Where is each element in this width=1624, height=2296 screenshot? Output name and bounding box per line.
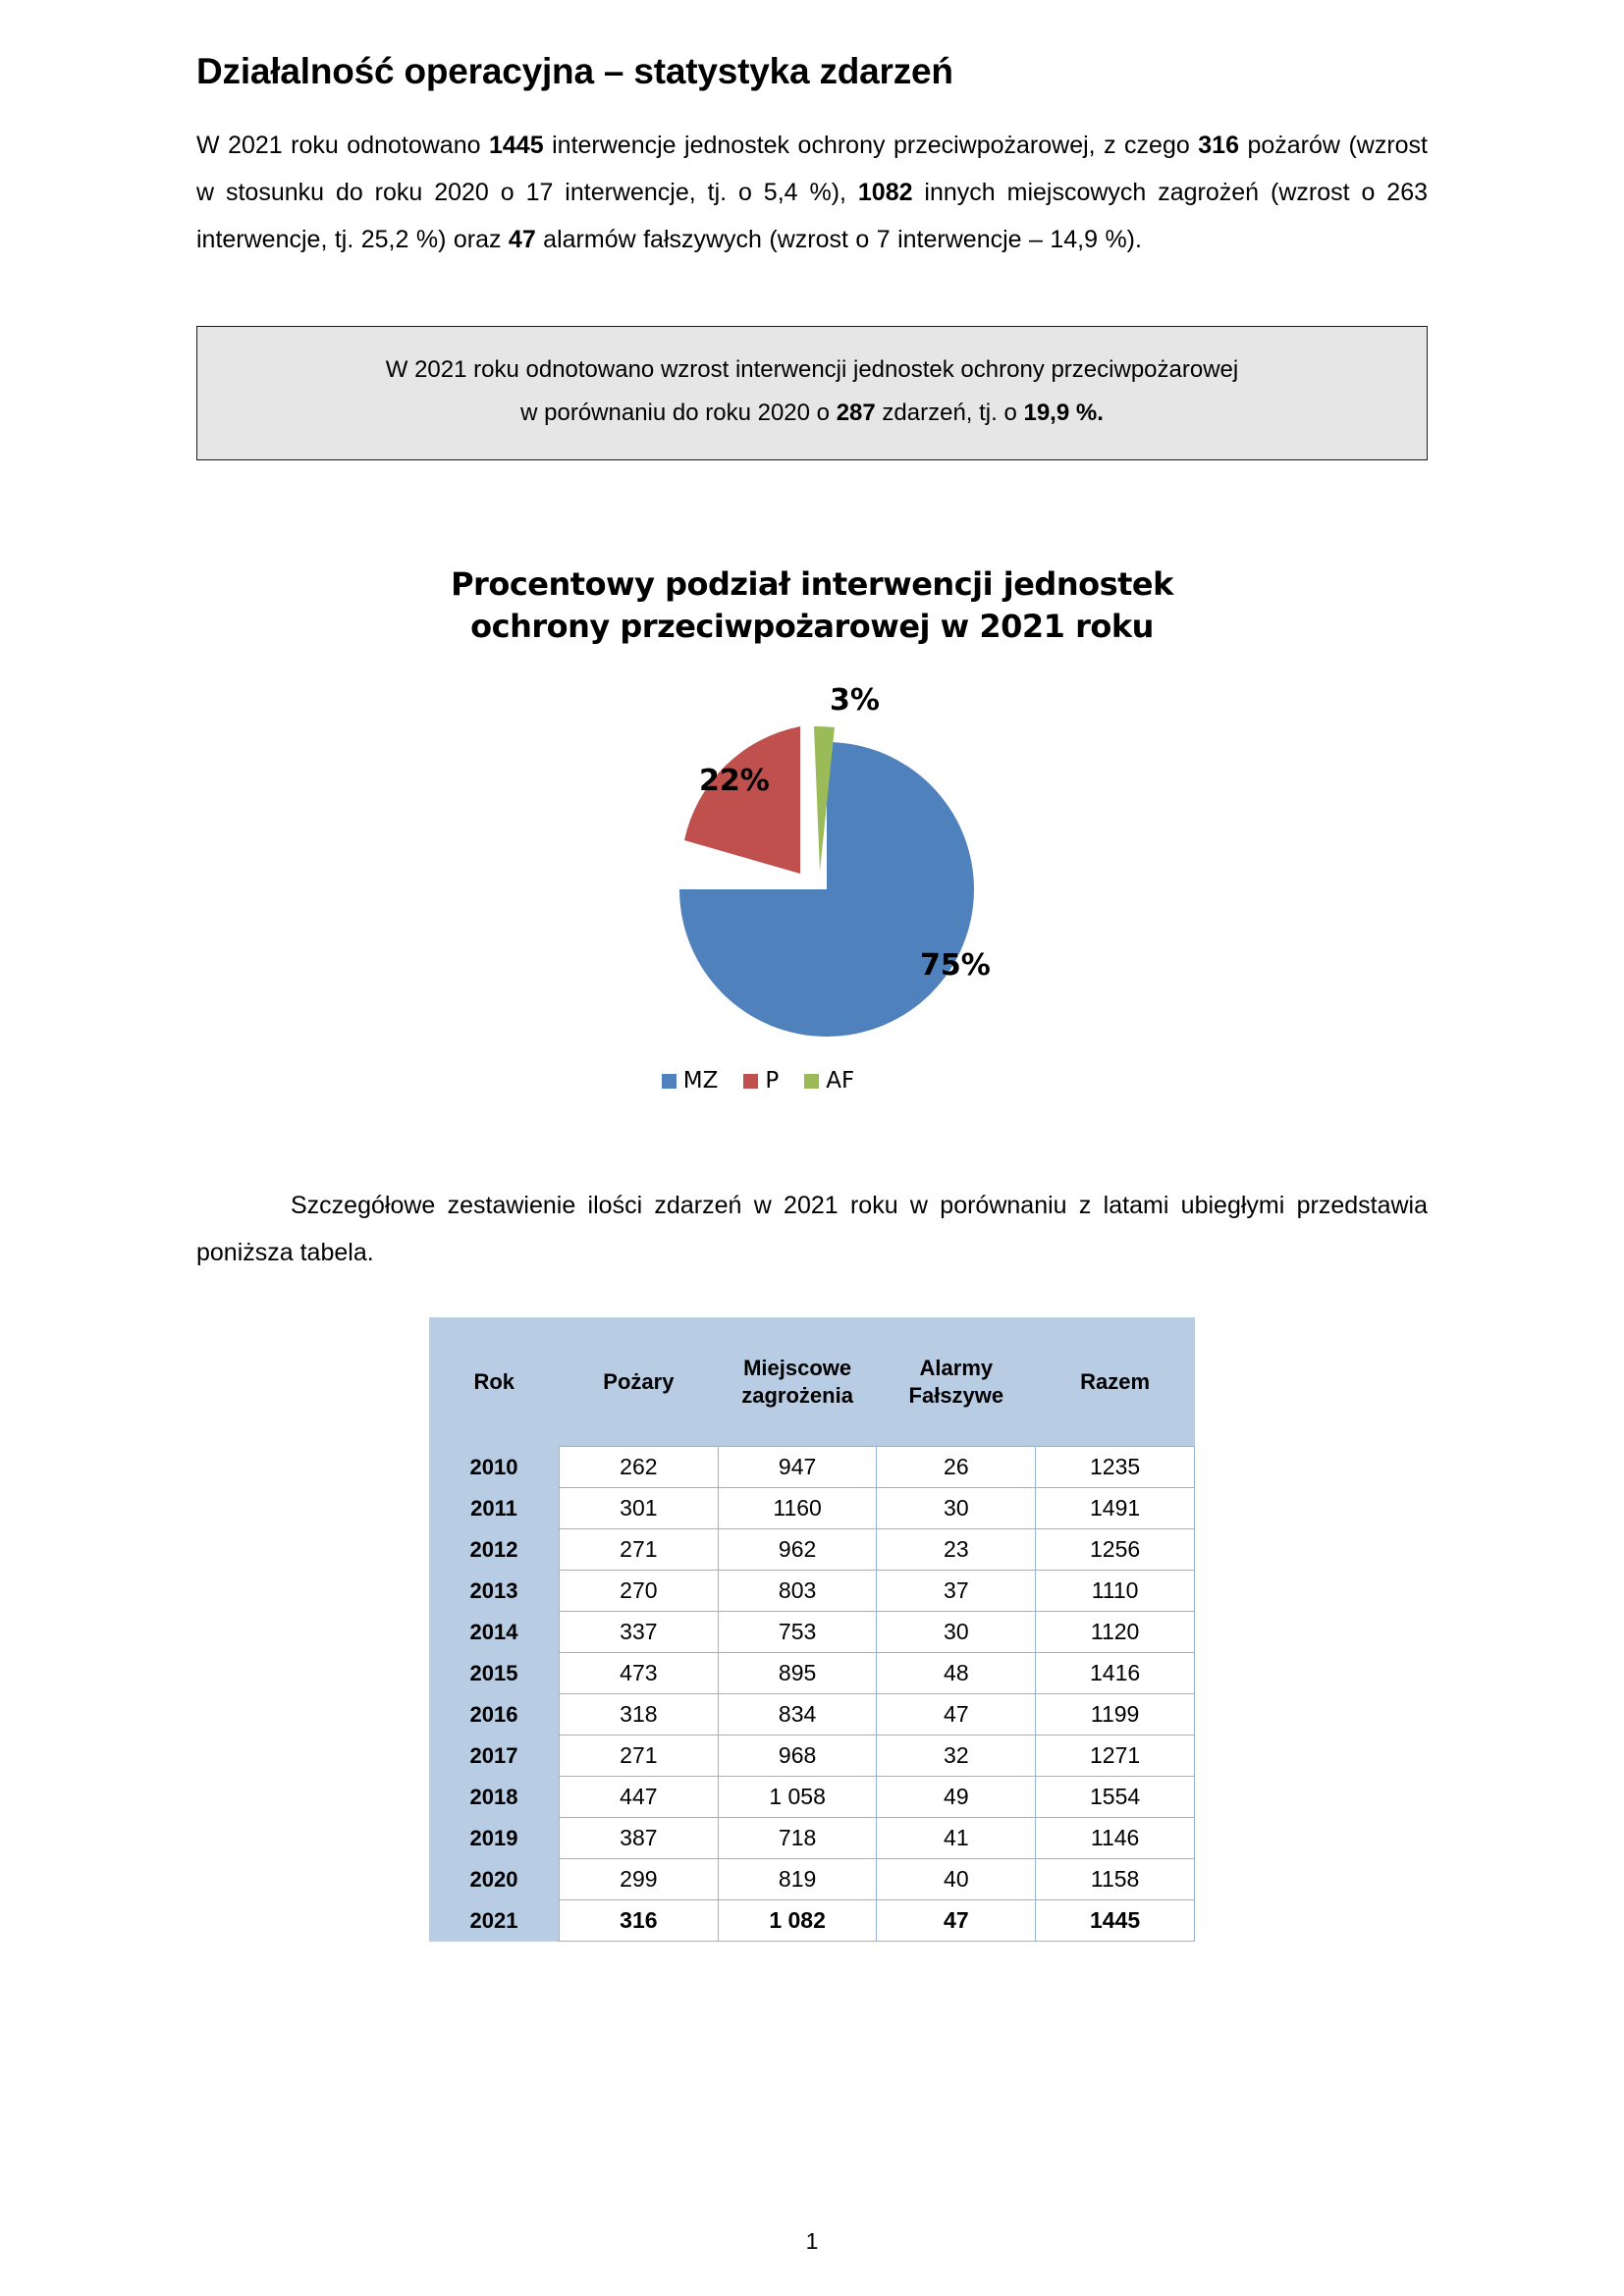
chart-legend xyxy=(88,1068,1428,1094)
cell-false-alarms: 48 xyxy=(877,1653,1036,1694)
table-row xyxy=(429,1777,1195,1818)
cell-false-alarms: 40 xyxy=(877,1859,1036,1900)
cell-year: 2010 xyxy=(429,1447,560,1488)
pie-chart xyxy=(196,563,1428,1152)
cell-year: 2018 xyxy=(429,1777,560,1818)
cell-false-alarms: 47 xyxy=(877,1694,1036,1735)
cell-false-alarms: 30 xyxy=(877,1612,1036,1653)
cell-fires: 262 xyxy=(560,1447,719,1488)
legend-label-p: P xyxy=(765,1068,780,1095)
table-row xyxy=(429,1571,1195,1612)
pie-label-mz: 75% xyxy=(920,948,991,984)
legend-item-mz xyxy=(662,1068,719,1094)
col-header-total: Razem xyxy=(1036,1317,1195,1447)
legend-swatch-mz-icon xyxy=(662,1074,677,1089)
table-intro-paragraph: Szczegółowe zestawienie ilości zdarzeń w 2021 roku w porównaniu z latami ubiegłymi przedstawia poniższa tabela. xyxy=(196,1191,1428,1266)
cell-false-alarms: 32 xyxy=(877,1735,1036,1777)
cell-false-alarms: 49 xyxy=(877,1777,1036,1818)
cell-local-hazards: 753 xyxy=(718,1612,877,1653)
page-title: Działalność operacyjna – statystyka zdarzeń xyxy=(196,51,953,91)
cell-local-hazards: 718 xyxy=(718,1818,877,1859)
cell-fires: 301 xyxy=(560,1488,719,1529)
cell-year: 2012 xyxy=(429,1529,560,1571)
cell-year: 2015 xyxy=(429,1653,560,1694)
cell-local-hazards: 803 xyxy=(718,1571,877,1612)
cell-year: 2017 xyxy=(429,1735,560,1777)
cell-fires: 318 xyxy=(560,1694,719,1735)
cell-local-hazards: 819 xyxy=(718,1859,877,1900)
col-header-fires: Pożary xyxy=(560,1317,719,1447)
stats-table-wrapper xyxy=(429,1317,1195,1943)
cell-fires: 447 xyxy=(560,1777,719,1818)
pie-graphic xyxy=(557,666,1067,1058)
table-row xyxy=(429,1900,1195,1942)
table-row xyxy=(429,1818,1195,1859)
cell-fires: 337 xyxy=(560,1612,719,1653)
cell-local-hazards: 962 xyxy=(718,1529,877,1571)
table-row xyxy=(429,1447,1195,1488)
table-row xyxy=(429,1529,1195,1571)
cell-total: 1256 xyxy=(1036,1529,1195,1571)
legend-label-mz: MZ xyxy=(682,1068,719,1095)
legend-item-p xyxy=(743,1068,779,1094)
cell-local-hazards: 895 xyxy=(718,1653,877,1694)
highlight-line-2: w porównaniu do roku 2020 o 287 zdarzeń, tj. o 19,9 %. xyxy=(520,400,1104,427)
cell-total: 1110 xyxy=(1036,1571,1195,1612)
legend-swatch-p-icon xyxy=(743,1074,758,1089)
col-header-local-hazards: Miejscowe zagrożenia xyxy=(718,1317,877,1447)
cell-total: 1416 xyxy=(1036,1653,1195,1694)
chart-title-line-2: ochrony przeciwpożarowej w 2021 roku xyxy=(470,607,1154,645)
cell-total: 1491 xyxy=(1036,1488,1195,1529)
cell-total: 1158 xyxy=(1036,1859,1195,1900)
pie-label-p: 22% xyxy=(699,764,770,799)
cell-total: 1235 xyxy=(1036,1447,1195,1488)
cell-local-hazards: 1160 xyxy=(718,1488,877,1529)
cell-total: 1445 xyxy=(1036,1900,1195,1942)
page-number: 1 xyxy=(805,2228,819,2254)
cell-local-hazards: 947 xyxy=(718,1447,877,1488)
cell-total: 1146 xyxy=(1036,1818,1195,1859)
cell-year: 2019 xyxy=(429,1818,560,1859)
cell-year: 2014 xyxy=(429,1612,560,1653)
table-row xyxy=(429,1653,1195,1694)
cell-year: 2011 xyxy=(429,1488,560,1529)
cell-fires: 473 xyxy=(560,1653,719,1694)
cell-year: 2016 xyxy=(429,1694,560,1735)
cell-fires: 387 xyxy=(560,1818,719,1859)
highlight-line-1: W 2021 roku odnotowano wzrost interwencji jednostek ochrony przeciwpożarowej xyxy=(385,356,1239,383)
table-body xyxy=(429,1447,1195,1942)
pie-slice-p xyxy=(684,726,800,874)
chart-title-line-1: Procentowy podział interwencji jednostek xyxy=(451,564,1173,603)
stats-table xyxy=(429,1317,1195,1943)
cell-year: 2021 xyxy=(429,1900,560,1942)
cell-year: 2020 xyxy=(429,1859,560,1900)
cell-total: 1554 xyxy=(1036,1777,1195,1818)
legend-swatch-af-icon xyxy=(804,1074,819,1089)
table-row xyxy=(429,1735,1195,1777)
table-header-row xyxy=(429,1317,1195,1447)
cell-fires: 271 xyxy=(560,1735,719,1777)
cell-false-alarms: 47 xyxy=(877,1900,1036,1942)
pie-label-af: 3% xyxy=(830,683,880,719)
table-row xyxy=(429,1859,1195,1900)
col-header-false-alarms: Alarmy Fałszywe xyxy=(877,1317,1036,1447)
cell-fires: 316 xyxy=(560,1900,719,1942)
cell-false-alarms: 37 xyxy=(877,1571,1036,1612)
cell-false-alarms: 41 xyxy=(877,1818,1036,1859)
cell-total: 1199 xyxy=(1036,1694,1195,1735)
intro-paragraph: W 2021 roku odnotowano 1445 interwencje jednostek ochrony przeciwpożarowej, z czego 316 pożarów (wzrost w stosunku do roku 2020 o 17 interwencje, tj. o 5,4 %), 1082 innych miejscowych zagrożeń (wzrost o 263 interwencje, tj. 25,2 %) oraz 47 alarmów fałszywych (wzrost o 7 interwencje – 14,9 %). xyxy=(196,132,1428,253)
cell-total: 1120 xyxy=(1036,1612,1195,1653)
cell-false-alarms: 30 xyxy=(877,1488,1036,1529)
cell-false-alarms: 23 xyxy=(877,1529,1036,1571)
cell-fires: 270 xyxy=(560,1571,719,1612)
legend-label-af: AF xyxy=(826,1068,855,1095)
cell-local-hazards: 834 xyxy=(718,1694,877,1735)
cell-fires: 299 xyxy=(560,1859,719,1900)
cell-local-hazards: 1 082 xyxy=(718,1900,877,1942)
cell-local-hazards: 968 xyxy=(718,1735,877,1777)
cell-fires: 271 xyxy=(560,1529,719,1571)
highlight-box xyxy=(196,326,1428,460)
table-row xyxy=(429,1612,1195,1653)
table-row xyxy=(429,1694,1195,1735)
table-row xyxy=(429,1488,1195,1529)
cell-year: 2013 xyxy=(429,1571,560,1612)
pie-svg xyxy=(557,666,1067,1058)
col-header-year: Rok xyxy=(429,1317,560,1447)
legend-item-af xyxy=(804,1068,854,1094)
table-header xyxy=(429,1317,1195,1447)
chart-title xyxy=(196,563,1428,648)
cell-local-hazards: 1 058 xyxy=(718,1777,877,1818)
cell-false-alarms: 26 xyxy=(877,1447,1036,1488)
cell-total: 1271 xyxy=(1036,1735,1195,1777)
